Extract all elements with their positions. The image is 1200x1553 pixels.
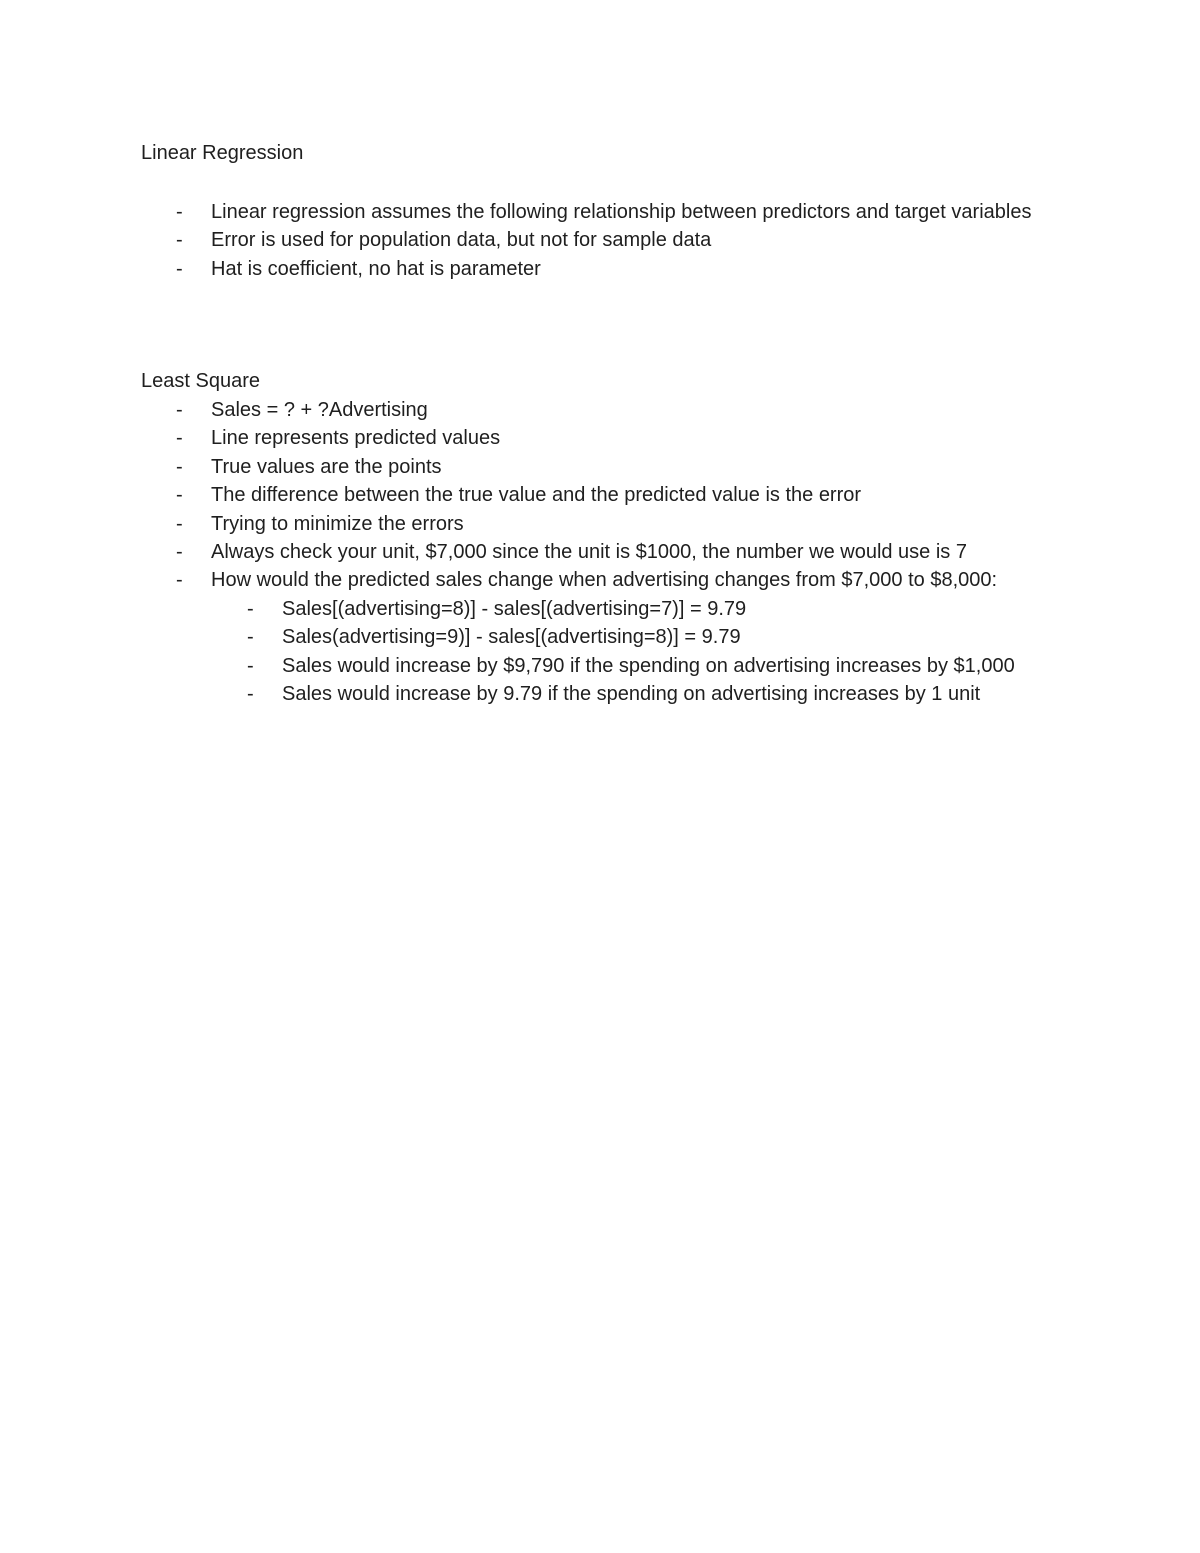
advertising-change-sublist	[247, 595, 1062, 709]
bullet-dash: -	[176, 399, 183, 421]
list-item-text: Linear regression assumes the following relationship between predictors and target variables	[211, 201, 1032, 223]
sublist-item	[247, 652, 1062, 680]
bullet-dash: -	[247, 654, 254, 677]
list-item-text: Always check your unit, $7,000 since the unit is $1000, the number we would use is 7	[211, 541, 967, 564]
list-item	[176, 510, 1041, 538]
list-item-text: True values are the points	[211, 455, 442, 478]
list-item	[176, 396, 1041, 424]
section-heading-least-square: Least Square	[141, 370, 260, 392]
list-item	[176, 453, 1041, 481]
list-item	[176, 481, 1041, 509]
bullet-dash: -	[176, 229, 183, 252]
list-item-text: Error is used for population data, but not for sample data	[211, 229, 712, 252]
list-item	[176, 226, 1041, 254]
list-item-text: Line represents predicted values	[211, 427, 501, 450]
least-square-list	[176, 396, 1041, 708]
bullet-dash: -	[247, 626, 254, 649]
list-item-text: How would the predicted sales change when advertising changes from $7,000 to $8,000:	[211, 569, 998, 592]
sublist-item	[247, 680, 1062, 708]
sublist-item-text: Sales would increase by $9,790 if the spending on advertising increases by $1,000	[282, 654, 1015, 677]
sublist-item-text: Sales(advertising=9)] - sales[(advertising=8)] = 9.79	[282, 626, 741, 649]
sublist-item	[247, 595, 1062, 623]
list-item	[176, 566, 1041, 708]
bullet-dash: -	[176, 484, 183, 507]
bullet-dash: -	[176, 512, 183, 535]
list-item	[176, 255, 1041, 283]
bullet-dash: -	[176, 427, 183, 450]
section-heading-linear-regression: Linear Regression	[141, 142, 304, 164]
bullet-dash: -	[176, 569, 183, 592]
sublist-item-text: Sales[(advertising=8)] - sales[(advertising=7)] = 9.79	[282, 597, 747, 620]
bullet-dash: -	[176, 541, 183, 564]
list-item	[176, 538, 1041, 566]
linear-regression-list	[176, 198, 1041, 283]
list-item-text: Sales = ? + ?Advertising	[211, 399, 428, 421]
bullet-dash: -	[176, 257, 183, 280]
list-item	[176, 198, 1041, 226]
bullet-dash: -	[247, 683, 254, 706]
list-item-text: Hat is coefficient, no hat is parameter	[211, 257, 541, 280]
list-item-text: Trying to minimize the errors	[211, 512, 464, 535]
sublist-item	[247, 623, 1062, 651]
list-item-text: The difference between the true value and the predicted value is the error	[211, 484, 862, 507]
sublist-item-text: Sales would increase by 9.79 if the spending on advertising increases by 1 unit	[282, 683, 981, 706]
bullet-dash: -	[176, 201, 183, 223]
bullet-dash: -	[176, 455, 183, 478]
list-item	[176, 424, 1041, 452]
bullet-dash: -	[247, 597, 254, 620]
